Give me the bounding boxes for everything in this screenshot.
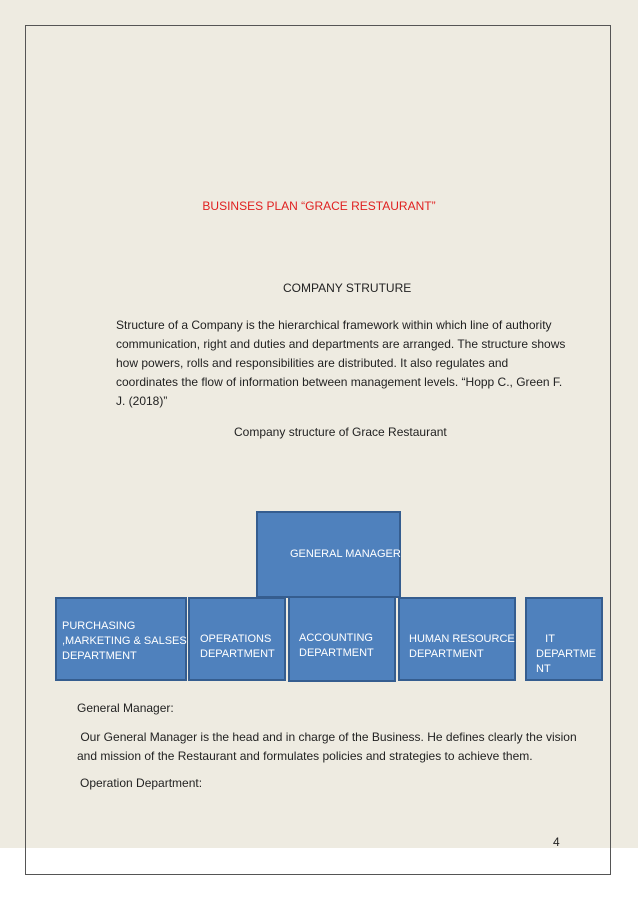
document-title: BUSINSES PLAN “GRACE RESTAURANT” xyxy=(202,199,436,213)
general-manager-box xyxy=(256,511,401,598)
operations-department-box xyxy=(188,597,286,681)
operations-department-label: OPERATIONS DEPARTMENT xyxy=(200,633,275,660)
it-department-label: IT DEPARTME NT xyxy=(536,633,597,675)
chart-caption: Company structure of Grace Restaurant xyxy=(234,425,447,439)
accounting-department-box xyxy=(288,596,396,682)
operation-department-heading: Operation Department: xyxy=(80,776,203,790)
it-department-box xyxy=(525,597,603,681)
human-resource-department-label: HUMAN RESOURCE DEPARTMENT xyxy=(409,633,515,660)
purchasing-department-label: PURCHASING ,MARKETING & SALSES DEPARTMENT xyxy=(62,620,187,662)
human-resource-department-box xyxy=(398,597,516,681)
general-manager-label: GENERAL MANAGER xyxy=(290,548,401,560)
page-number: 4 xyxy=(553,835,560,849)
structure-paragraph: Structure of a Company is the hierarchical framework within which line of authority communication, right and duties and departments are arranged. The structure shows how powers, rolls and responsibilities are distributed. It also regulates and coordinates the flow of information between management levels. “Hopp C., Green F. J. (2018)” xyxy=(116,318,566,408)
section-heading: COMPANY STRUTURE xyxy=(283,281,412,295)
purchasing-department-box xyxy=(55,597,187,681)
general-manager-heading: General Manager: xyxy=(77,701,174,715)
accounting-department-label: ACCOUNTING DEPARTMENT xyxy=(299,632,374,659)
general-manager-description: Our General Manager is the head and in charge of the Business. He defines clearly the vision and mission of the Restaurant and formulates policies and strategies to achieve them. xyxy=(77,730,580,763)
